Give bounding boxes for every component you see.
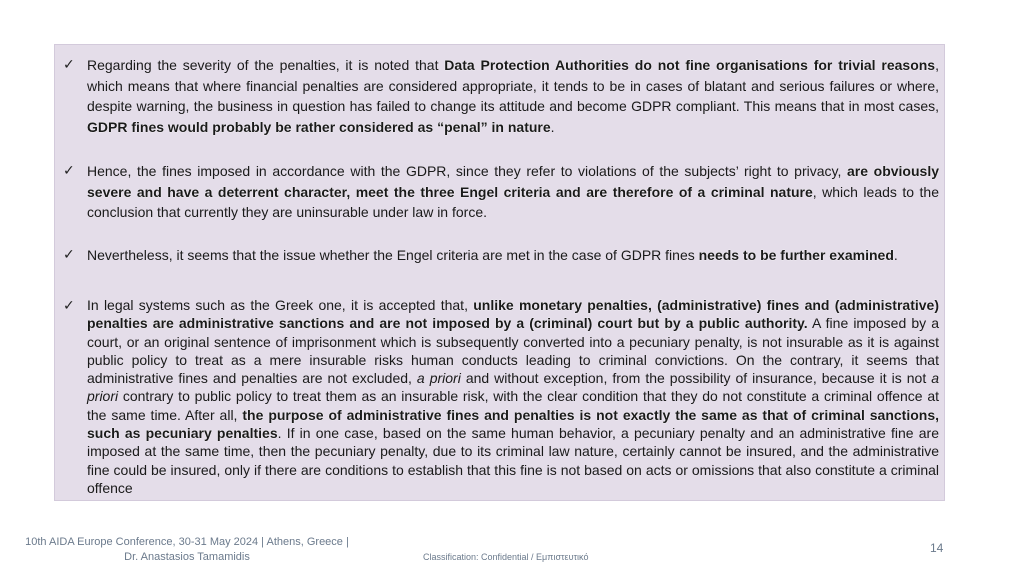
page-number: 14 <box>930 541 944 555</box>
text-segment: and without exception, from the possibility of insurance, because it is not <box>460 370 932 387</box>
text-segment: In legal systems such as the Greek one, it is accepted that, <box>87 297 474 313</box>
check-mark-icon: ✓ <box>63 57 75 73</box>
text-segment: Nevertheless, it seems that the issue whether the Engel criteria are met in the case of GDPR fines <box>87 247 699 263</box>
bullet-item <box>63 161 939 223</box>
text-segment: , which means that where financial penalties are considered appropriate, it tends to be in cases of blatant and serious failures or where, despite warning, the business in question has failed to change its attitude and become GDPR compliant. This means that in most cases, <box>87 57 939 114</box>
bullet-item <box>63 296 939 497</box>
conference-footer: 10th AIDA Europe Conference, 30-31 May 2024 | Athens, Greece | Dr. Anastasios Tamamidis <box>25 536 349 563</box>
check-mark-icon: ✓ <box>63 163 75 179</box>
text-segment: A fine imposed by a court, or an original sentence of imprisonment which is subsequently converted into a pecuniary penalty, is not insurable as it is against public policy to treat as a mere insurable risks human conducts leading to criminal convictions. On the contrary, it seems that administrative fines and penalties are not excluded, <box>87 315 939 387</box>
text-segment: contrary to public policy to treat them as an insurable risk, with the clear condition that they do not constitute a criminal offence at the same time. After all, <box>87 388 939 423</box>
italic-text: a priori <box>87 370 939 405</box>
bullet-item <box>63 245 939 266</box>
italic-text: a priori <box>416 370 461 387</box>
text-segment: . <box>550 118 555 135</box>
bullet-text <box>87 161 939 223</box>
text-segment: Regarding the severity of the penalties, it is noted that <box>87 57 445 73</box>
bullet-item <box>63 55 939 137</box>
content-box <box>54 44 945 501</box>
classification-label: Classification: Confidential / Εμπιστευτικό <box>423 552 589 562</box>
check-mark-icon: ✓ <box>63 298 75 314</box>
bullet-text <box>87 296 939 497</box>
highlighted-text: unlike monetary penalties, (administrative) fines and (administrative) penalties are administrative sanctions and are not imposed by a (criminal) court but by a public authority. <box>87 297 939 332</box>
text-segment: , which leads to the conclusion that currently they are uninsurable under law in force. <box>87 183 939 220</box>
highlighted-text: Data Protection Authorities do not fine organisations for trivial reasons <box>444 57 936 73</box>
highlighted-text: needs to be further examined <box>698 247 894 263</box>
highlighted-text: the purpose of administrative fines and penalties is not exactly the same as that of criminal sanctions, such as pecuniary penalties <box>87 406 940 442</box>
text-segment: . If in one case, based on the same human behavior, a pecuniary penalty and an administrative fine are imposed at the same time, then the pecuniary penalty, due to its criminal law nature, certainly cannot be insured, and the administrative fine could be insured, only if there are conditions to establish that this fine is not based on acts or omissions that also constitute a criminal offence <box>87 425 939 496</box>
highlighted-text: are obviously severe and have a deterrent character, meet the three Engel criteria and are therefore of a criminal nature <box>87 163 939 200</box>
text-segment: . <box>893 247 898 263</box>
bullet-text <box>87 245 939 266</box>
bullet-text <box>87 55 939 137</box>
highlighted-text: GDPR fines would probably be rather considered as “penal” in nature <box>87 118 551 135</box>
text-segment: Hence, the fines imposed in accordance with the GDPR, since they refer to violations of the subjects’ right to privacy, <box>87 163 847 179</box>
check-mark-icon: ✓ <box>63 247 75 263</box>
